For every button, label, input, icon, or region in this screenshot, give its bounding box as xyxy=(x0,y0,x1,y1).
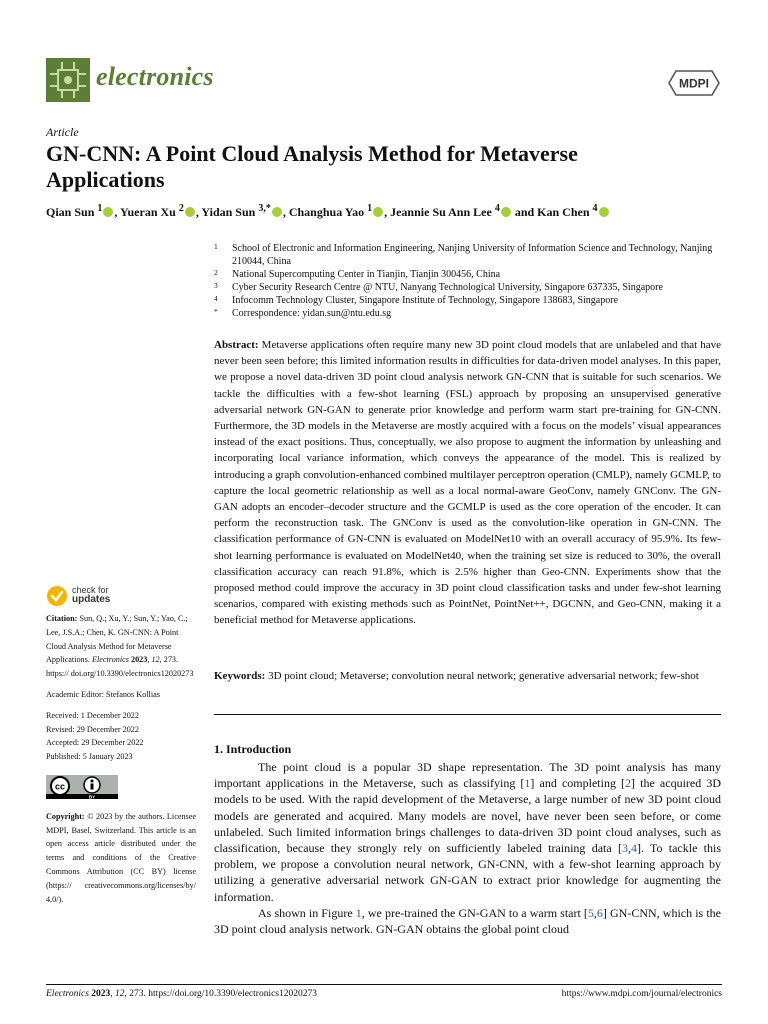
affiliation-text: National Supercomputing Center in Tianjin, Tianjin 300456, China xyxy=(232,268,501,280)
text-run: ] the acquired 3D models to be used. With the rapid development of the Metaverse, a large number of new 3D point cloud models are generated and acquired. Many models are novel, have never been seen before, or come unlabeled. Such limited information brings challenges to data-driven 3D point cloud analyses, such as classification, because they strongly rely on sufficiently labeled training data [ xyxy=(214,776,721,856)
paragraph xyxy=(214,759,721,905)
affiliation-number: 4 xyxy=(214,293,218,303)
footer-citation: Electronics 2023, 12, 273. https://doi.org/10.3390/electronics12020273 xyxy=(46,989,317,999)
journal-name: electronics xyxy=(96,62,214,91)
citation-label: Citation: xyxy=(46,614,78,623)
citation-volume: 12 xyxy=(151,655,160,665)
text-run: The point cloud is a popular 3D shape representation. The 3D point analysis has many important applications in the Metaverse, such as classifying [ xyxy=(214,760,721,791)
paragraph xyxy=(214,905,721,937)
abstract-text: Metaverse applications often require many new 3D point cloud models that are unlabeled and that have never been seen before; this limited information results in difficulties for data-driven model analyses. In this paper, we propose a novel data-driven 3D point cloud analysis network GN-CNN that is suitable for such scenarios. We tackle the difficulties with a few-shot learning (FSL) approach by proposing an unsupervised generative adversarial network GN-GAN to generate prior knowledge and perform warm start pre-training for GN-CNN. Furthermore, the 3D models in the Metaverse are mostly acquired with a focus on the models’ visual appearances instead of the exact positions. Thus, conceptually, we also propose to augment the information by unleashing and incorporating local variance information, which conveys the appearance of the model. This is realized by introducing a graph convolution-enhanced combined multilayer perceptron operation (CMLP), namely GCMLP, to capture the local geometric relationship as well as a local normal-aware GeoConv, namely GNConv. The GN-GAN adopts an encoder–decoder structure and the GCMLP is used as the core operation of the encoder. It can perform the reconstruction task. The GNConv is used as the convolution-like operation in GN-CNN. The classification performance of GN-CNN is evaluated on ModelNet10 with an overall accuracy of 95.9%. Its few-shot learning performance is evaluated on ModelNet40, when the training set size is reduced to 30%, the overall classification accuracy can reach 91.8%, which is 2.5% higher than Geo-CNN. Experiments show that the proposed method could improve the accuracy in 3D point cloud classification tasks and under few-shot learning scenarios, compared with existing methods such as PointNet, PointNet++, DGCNN, and Geo-CNN, making it a beneficial method for Metaverse applications. xyxy=(214,339,722,627)
author-name[interactable]: Jeannie Su Ann Lee xyxy=(390,205,492,219)
affiliation-text: Cyber Security Research Centre @ NTU, Nanyang Technological University, Singapore 637335, Singapore xyxy=(232,281,663,293)
keywords-label: Keywords: xyxy=(214,670,266,682)
cc-by-license-badge[interactable] xyxy=(46,775,118,799)
citation-journal: Electronics xyxy=(91,655,129,665)
section-heading: 1. Introduction xyxy=(214,742,292,756)
article-title: GN-CNN: A Point Cloud Analysis Method for Metaverse Applications xyxy=(46,141,578,192)
footer-doi[interactable]: , 273. https://doi.org/10.3390/electronics12020273 xyxy=(124,989,317,999)
accepted-date: Accepted: 29 December 2022 xyxy=(46,738,144,748)
affiliation-text: Infocomm Technology Cluster, Singapore Institute of Technology, Singapore 138683, Singapore xyxy=(232,294,619,306)
footer-divider xyxy=(46,984,722,985)
citation-link[interactable]: 5 xyxy=(587,905,594,920)
check-updates-line1: check for xyxy=(72,585,109,595)
author-affil-sup: 2 xyxy=(178,203,184,214)
check-for-updates-badge[interactable] xyxy=(46,585,156,607)
text-run: ] and completing [ xyxy=(530,776,626,791)
citation-link[interactable]: 4 xyxy=(630,841,637,856)
author-name[interactable]: Yueran Xu xyxy=(119,205,176,219)
text-run: , we pre-trained the GN-GAN to a warm start [ xyxy=(361,905,588,920)
introduction-body xyxy=(214,759,721,937)
affiliation-item xyxy=(214,243,724,268)
correspondence-text[interactable]: Correspondence: yidan.sun@ntu.edu.sg xyxy=(232,307,392,319)
citation-link[interactable]: 1 xyxy=(524,776,531,791)
citation-link[interactable]: 6 xyxy=(596,905,603,920)
footer-year: 2023 xyxy=(91,989,111,999)
footer-journal: Electronics xyxy=(46,989,89,999)
affiliation-number: * xyxy=(214,306,218,316)
copyright-notice xyxy=(46,810,196,907)
affiliation-number: 1 xyxy=(214,242,218,251)
text-run: , xyxy=(627,841,631,856)
affiliation-item xyxy=(214,269,724,282)
published-date: Published: 5 January 2023 xyxy=(46,752,133,762)
academic-editor: Academic Editor: Stefanos Kollias xyxy=(46,689,160,699)
affiliation-item xyxy=(214,295,724,308)
cc-by-label: BY xyxy=(88,794,96,799)
received-date: Received: 1 December 2022 xyxy=(46,710,139,720)
author-affil-sup: 1 xyxy=(97,203,103,214)
affiliation-text: School of Electronic and Information Engineering, Nanjing University of Information Science and Technology, Nanjing 210044, China xyxy=(232,243,713,267)
text-run: ]. To tackle this problem, we propose a convolution neural network, GN-CNN, with a few-shot learning approach by utilizing a generative adversarial network GN-GAN to extract prior knowledge for augmenting the information. xyxy=(214,841,721,904)
orcid-icon[interactable] xyxy=(501,207,511,217)
affiliations xyxy=(214,243,724,321)
article-type: Article xyxy=(46,125,79,139)
text-run: , xyxy=(593,905,597,920)
abstract-label: Abstract: xyxy=(214,339,259,351)
citation-doi[interactable]: , 273. https:// doi.org/10.3390/electronics12020273 xyxy=(46,655,194,679)
citation-link[interactable]: 3 xyxy=(621,841,628,856)
orcid-icon[interactable] xyxy=(103,207,113,217)
author-list: Qian Sun $^1$ , Yueran Xu $^2$ , Yidan Sun $^{3,*}$ , Changhua Yao $^1$ , Jeannie Su Ann Lee $^4$ and Kan Chen $^4$ xyxy=(46,203,746,220)
footer-journal-url[interactable]: https://www.mdpi.com/journal/electronics xyxy=(561,989,722,999)
keywords-text: 3D point cloud; Metaverse; convolution neural network; generative adversarial network; few-shot xyxy=(268,670,699,682)
mdpi-logo xyxy=(668,70,720,96)
copyright-label: Copyright: xyxy=(46,811,85,821)
revised-date: Revised: 29 December 2022 xyxy=(46,724,139,734)
check-updates-line2: updates xyxy=(72,594,111,605)
keywords xyxy=(214,668,721,684)
orcid-icon[interactable] xyxy=(272,207,282,217)
citation-text: Sun, Q.; Xu, Y.; Sun, Y.; Yao, C.; Lee, J.S.A.; Chen, K. GN-CNN: A Point Cloud Analysis Method for Metaverse Applications. xyxy=(46,614,188,665)
orcid-icon[interactable] xyxy=(185,207,195,217)
author-affil-sup: 4 xyxy=(494,203,500,214)
author-name[interactable]: Changhua Yao xyxy=(288,205,365,219)
abstract-divider xyxy=(214,714,721,715)
abstract xyxy=(214,337,721,629)
orcid-icon[interactable] xyxy=(373,207,383,217)
author-name[interactable]: Qian Sun xyxy=(46,205,95,219)
journal-logo xyxy=(46,58,90,102)
citation-link[interactable]: 2 xyxy=(625,776,632,791)
sidebar xyxy=(46,612,196,906)
copyright-text: © 2023 by the authors. Licensee MDPI, Basel, Switzerland. This article is an open access article distributed under the terms and conditions of the Creative Commons Attribution (CC BY) license (https:// creativecommons.org/licenses/by/ 4.0/). xyxy=(46,811,197,904)
footer-volume: 12 xyxy=(115,989,125,999)
check-updates-icon xyxy=(46,585,68,607)
author-name[interactable]: Yidan Sun xyxy=(201,205,256,219)
mdpi-logo-text: MDPI xyxy=(679,76,709,91)
circuit-icon xyxy=(46,58,90,102)
figure-link[interactable]: 1 xyxy=(355,905,362,920)
svg-text:cc: cc xyxy=(54,781,66,792)
author-affil-sup: 1 xyxy=(367,203,373,214)
affiliation-item xyxy=(214,282,724,295)
author-affil-sup: 3,* xyxy=(258,203,271,214)
correspondence xyxy=(214,308,724,321)
citation-year: 2023 xyxy=(130,655,148,665)
author-affil-sup: 4 xyxy=(592,203,598,214)
text-run: As shown in Figure xyxy=(258,905,356,920)
citation: Citation: Sun, Q.; Xu, Y.; Sun, Y.; Yao, C.; Lee, J.S.A.; Chen, K. GN-CNN: A Point Cloud Analysis Method for Metaverse Applications. Electronics 2023, 12, 273. https:// doi.org/10.3390/electronics12020273 xyxy=(46,614,194,679)
orcid-icon[interactable] xyxy=(599,207,609,217)
text-run: ] GN-CNN, which is the 3D point cloud analysis network. GN-GAN obtains the global point cloud xyxy=(214,905,721,937)
affiliation-number: 2 xyxy=(214,267,218,277)
author-name[interactable]: Kan Chen xyxy=(537,205,590,219)
affiliation-number: 3 xyxy=(214,280,218,290)
